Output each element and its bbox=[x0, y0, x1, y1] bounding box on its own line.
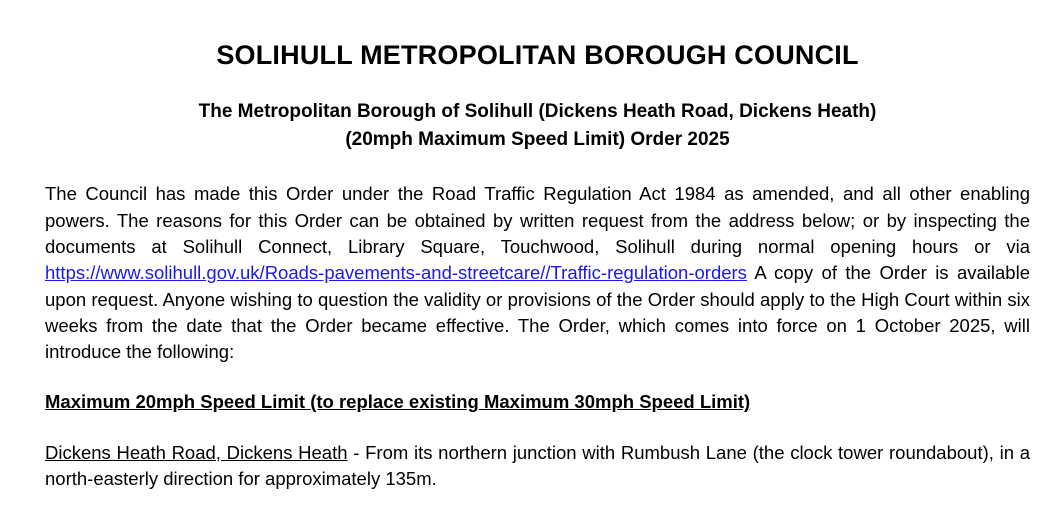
order-title-line-1: The Metropolitan Borough of Solihull (Dickens Heath Road, Dickens Heath) bbox=[198, 101, 877, 123]
notice-text-part-2: A copy of the Order is available upon request. Anyone wishing to question the validity or provisions of the Order should apply to the High Court within six weeks from the date that the Order became effective. The Order, which comes into force on 1 October 2025, will introduce the following: bbox=[45, 262, 1030, 363]
road-name: Dickens Heath Road, Dickens Heath bbox=[45, 441, 348, 463]
traffic-regulation-orders-link[interactable]: https://www.solihull.gov.uk/Roads-pavements-and-streetcare//Traffic-regulation-orders bbox=[45, 262, 747, 284]
road-entry bbox=[45, 440, 1030, 493]
council-title: SOLIHULL METROPOLITAN BOROUGH COUNCIL bbox=[216, 40, 859, 70]
road-description: - From its northern junction with Rumbush Lane (the clock tower roundabout), in a north-easterly direction for approximately 135m. bbox=[45, 441, 1031, 489]
section-heading-speed-limit: Maximum 20mph Speed Limit (to replace existing Maximum 30mph Speed Limit) bbox=[45, 391, 751, 413]
order-title-line-2: (20mph Maximum Speed Limit) Order 2025 bbox=[345, 128, 730, 150]
order-title bbox=[45, 98, 1030, 153]
notice-text-part-1: The Council has made this Order under the Road Traffic Regulation Act 1984 as amended, and all other enabling powers. The reasons for this Order can be obtained by written request from the address below; or by inspecting the documents at Solihull Connect, Library Square, Touchwood, Solihull during normal opening hours or via bbox=[45, 183, 1030, 258]
order-notice-paragraph bbox=[45, 181, 1030, 365]
